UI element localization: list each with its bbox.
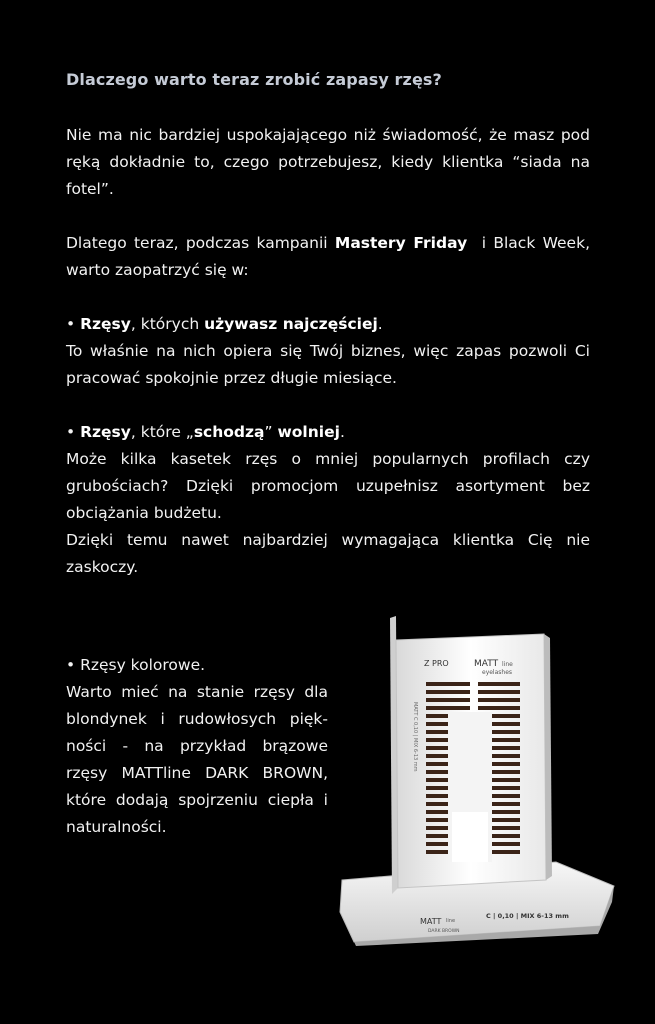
item-2-bold-rzesy: Rzęsy [80, 423, 131, 441]
item-1-bold-most-used: używasz najczęściej [204, 315, 378, 333]
intro-paragraph: Nie ma nic bardziej uspokajającego niż świadomość, że masz pod ręką dokładnie to, czego potrzebujesz, kiedy klientka “siada na fotel”. [66, 126, 590, 198]
item-2-bold-wolniej: wolniej [277, 423, 340, 441]
item-2-bold-schodza: schodzą [193, 423, 265, 441]
tray-brand-mark: Z PRO [424, 659, 449, 668]
item-2-description: Może kilka kasetek rzęs o mniej popularnych profilach czy grubościach? Dzięki promocjom uzupełnisz asortyment bez obciążania budżetu. [66, 450, 590, 522]
item-3-title: • Rzęsy kolorowe. [66, 656, 206, 674]
item-1-mid: , których [130, 315, 205, 333]
box-color: DARK BROWN [428, 929, 460, 934]
bullet: • [66, 423, 81, 441]
item-1-bold-rzesy: Rzęsy [80, 315, 131, 333]
item-1-title [66, 311, 590, 338]
item-3-block [66, 652, 328, 841]
item-2-title [66, 419, 590, 446]
tray-brand-suffix: line [502, 661, 513, 668]
box-brand: MATT [420, 917, 442, 926]
item-2-mid2: ” [264, 423, 278, 441]
campaign-text-before: Dlatego teraz, podczas kampanii [66, 234, 335, 252]
item-2-conclusion: Dzięki temu nawet najbardziej wymagająca klientka Cię nie zaskoczy. [66, 531, 590, 576]
tray-side-text: MATT C 0,10 | MIX 6-13 mm [412, 702, 418, 772]
campaign-name: Mastery Friday [334, 234, 468, 252]
item-3-description: Warto mieć na stanie rzęsy dla blondynek i rudowłosych pięk-ności - na przykład brązowe rzęsy MATTline DARK BROWN, które dodają spojrzeniu ciepła i naturalności. [66, 683, 328, 836]
item-1-description: To właśnie na nich opiera się Twój biznes, więc zapas pozwoli Ci pracować spokojnie przez długie miesiące. [66, 342, 590, 387]
box-brand-suffix: line [446, 918, 456, 924]
product-lash-box-image [336, 612, 621, 946]
campaign-text-after: i Black Week, warto zaopatrzyć się w: [66, 234, 595, 279]
campaign-paragraph [66, 230, 595, 284]
item-2-mid: , które „ [130, 423, 194, 441]
tray-brand-sub: eyelashes [482, 669, 513, 676]
page-heading: Dlaczego warto teraz zrobić zapasy rzęs? [66, 70, 442, 89]
item-2-end: . [339, 423, 345, 441]
tray-brand-name: MATT [474, 659, 499, 669]
bullet: • [66, 315, 81, 333]
box-spec: C | 0,10 | MIX 6-13 mm [486, 912, 569, 920]
item-1-end: . [377, 315, 383, 333]
